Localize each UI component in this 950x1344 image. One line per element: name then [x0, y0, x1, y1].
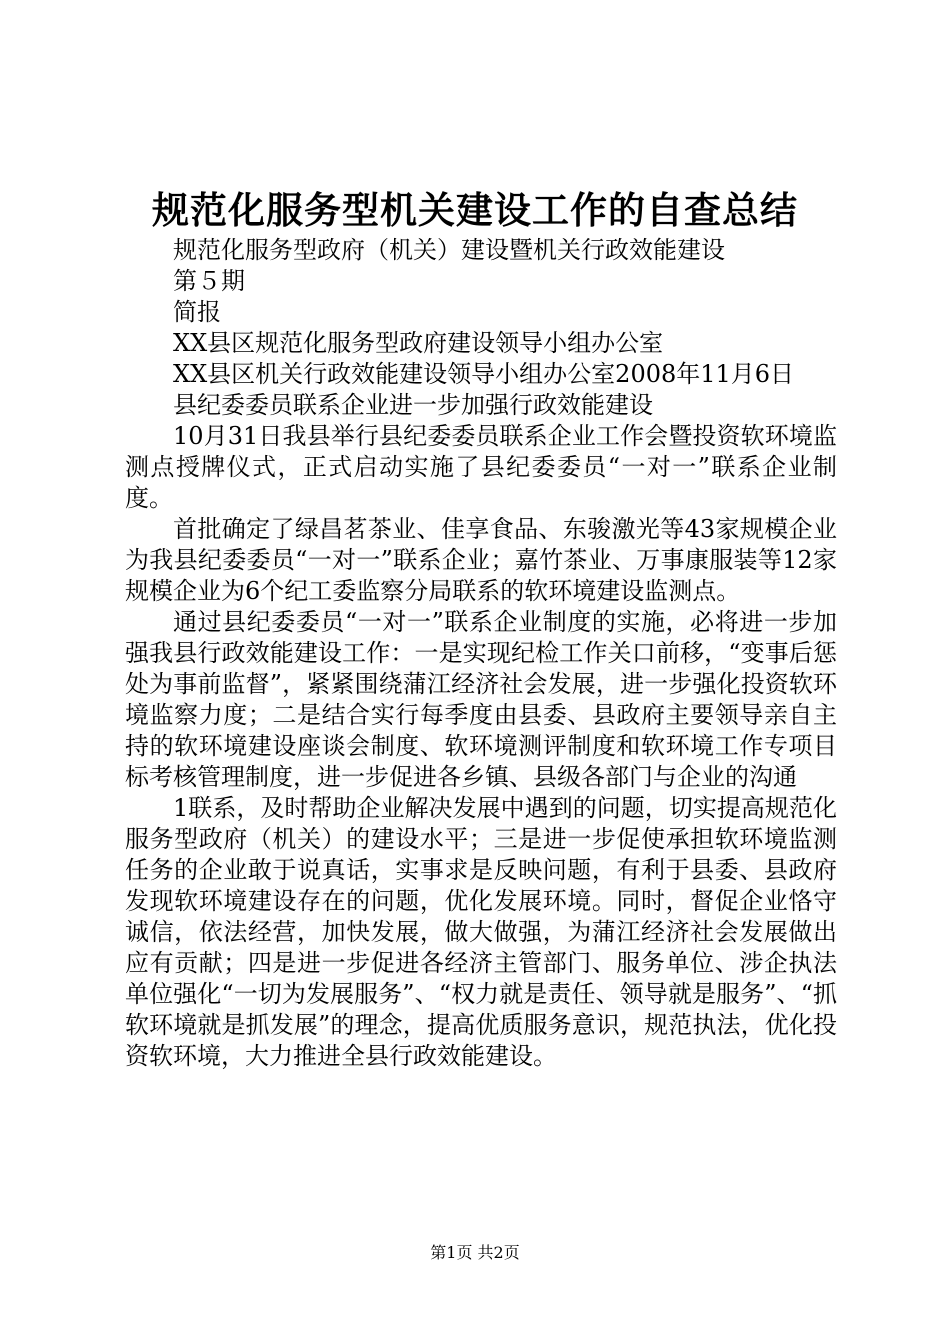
- header-line-office-1: XX县区规范化服务型政府建设领导小组办公室: [173, 329, 664, 357]
- header-line-issue: 第５期: [173, 267, 245, 295]
- paragraph: 1联系，及时帮助企业解决发展中遇到的问题，切实提高规范化服务型政府（机关）的建设水平；三是进一步促使承担软环境监测任务的企业敢于说真话，实事求是反映问题，有利于县委、县政府发现软环境建设存在的问题，优化发展环境。同时，督促企业恪守诚信，依法经营，加快发展，做大做强，为蒲江经济社会发展做出应有贡献；四是进一步促进各经济主管部门、服务单位、涉企执法单位强化“一切为发展服务”、“权力就是责任、领导就是服务”、“抓软环境就是抓发展”的理念，提高优质服务意识，规范执法，优化投资软环境，大力推进全县行政效能建设。: [125, 794, 837, 1070]
- page-footer: 第1页 共2页: [430, 1243, 520, 1262]
- header-line-bulletin-name: 规范化服务型政府（机关）建设暨机关行政效能建设: [173, 236, 725, 264]
- section-title: 县纪委委员联系企业进一步加强行政效能建设: [173, 391, 653, 419]
- paragraph: 通过县纪委委员“一对一”联系企业制度的实施，必将进一步加强我县行政效能建设工作：一是实现纪检工作关口前移，“变事后惩处为事前监督”，紧紧围绕蒲江经济社会发展，进一步强化投资软环境监察力度；二是结合实行每季度由县委、县政府主要领导亲自主持的软环境建设座谈会制度、软环境测评制度和软环境工作专项目标考核管理制度，进一步促进各乡镇、县级各部门与企业的沟通: [125, 608, 837, 791]
- header-line-office-2-date: XX县区机关行政效能建设领导小组办公室2008年11月6日: [173, 360, 795, 388]
- paragraph: 10月31日我县举行县纪委委员联系企业工作会暨投资软环境监测点授牌仪式，正式启动实施了县纪委委员“一对一”联系企业制度。: [125, 422, 837, 512]
- document-title: 规范化服务型机关建设工作的自查总结: [152, 188, 798, 232]
- header-line-type: 简报: [173, 298, 221, 326]
- paragraph: 首批确定了绿昌茗茶业、佳享食品、东骏激光等43家规模企业为我县纪委委员“一对一”联系企业；嘉竹茶业、万事康服装等12家规模企业为6个纪工委监察分局联系的软环境建设监测点。: [125, 515, 837, 605]
- document-body: [125, 235, 837, 1072]
